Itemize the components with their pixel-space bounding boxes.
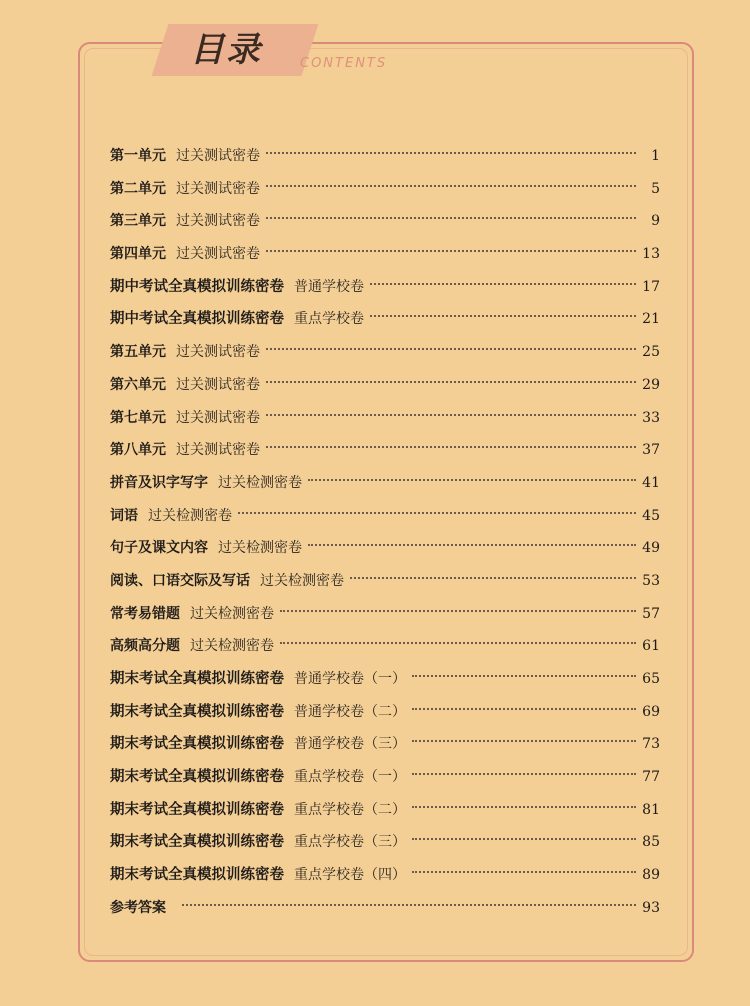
- toc-page-number: 69: [642, 703, 660, 720]
- toc-entry[interactable]: [110, 761, 660, 794]
- toc-entry-title: 参考答案: [110, 899, 166, 916]
- toc-entry-title: 句子及课文内容: [110, 540, 208, 557]
- toc-entry[interactable]: [110, 630, 660, 663]
- toc-page-number: 85: [642, 834, 660, 851]
- toc-entry-subtitle: 过关测试密卷: [176, 213, 260, 230]
- toc-entry-subtitle: 重点学校卷（一）: [294, 769, 406, 786]
- toc-entry-subtitle: 过关测试密卷: [176, 344, 260, 361]
- toc-entry-title: 期末考试全真模拟训练密卷: [110, 670, 284, 687]
- toc-entry[interactable]: [110, 434, 660, 467]
- toc-entry[interactable]: [110, 402, 660, 435]
- toc-page-number: 77: [642, 769, 660, 786]
- toc-entry-title: 期末考试全真模拟训练密卷: [110, 768, 284, 786]
- toc-page-number: 65: [642, 671, 660, 687]
- toc-entry-title: 期末考试全真模拟训练密卷: [110, 833, 284, 851]
- toc-entry-subtitle: 过关测试密卷: [176, 148, 260, 164]
- toc-dot-leader: [412, 708, 636, 710]
- toc-entry[interactable]: [110, 892, 660, 925]
- toc-dot-leader: [238, 512, 636, 514]
- toc-dot-leader: [412, 871, 636, 873]
- toc-page-number: 29: [642, 376, 660, 393]
- toc-entry[interactable]: [110, 500, 660, 533]
- toc-dot-leader: [266, 414, 636, 416]
- toc-entry-title: 拼音及识字写字: [110, 474, 208, 491]
- toc-entry-subtitle: 普通学校卷: [294, 278, 364, 295]
- toc-dot-leader: [266, 250, 636, 252]
- toc-page-number: 89: [642, 867, 660, 884]
- toc-entry-subtitle: 过关测试密卷: [176, 376, 260, 393]
- toc-page-number: 17: [642, 278, 660, 295]
- toc-entry-title: 期末考试全真模拟训练密卷: [110, 866, 284, 884]
- toc-page-number: 21: [642, 311, 660, 328]
- toc-entry[interactable]: [110, 140, 660, 173]
- toc-page-number: 25: [642, 344, 660, 361]
- toc-entry-subtitle: 过关检测密卷: [218, 474, 302, 491]
- toc-entry[interactable]: [110, 532, 660, 565]
- toc-entry-title: 第三单元: [110, 213, 166, 230]
- toc-entry-subtitle: 普通学校卷（二）: [294, 703, 406, 720]
- toc-page-number: 49: [642, 540, 660, 557]
- toc-entry-title: 第五单元: [110, 344, 166, 361]
- toc-page-number: 13: [642, 246, 660, 263]
- toc-page-number: 81: [642, 801, 660, 818]
- page-title: 目录: [190, 30, 262, 70]
- page-subtitle: CONTENTS: [300, 56, 388, 71]
- toc-entry-subtitle: 重点学校卷（四）: [294, 867, 406, 884]
- toc-dot-leader: [412, 773, 636, 775]
- toc-entry-subtitle: 过关检测密卷: [218, 540, 302, 557]
- toc-page-number: 61: [642, 638, 660, 655]
- toc-entry-title: 第六单元: [110, 376, 166, 393]
- toc-page-number: 53: [642, 572, 660, 589]
- toc-entry[interactable]: [110, 794, 660, 827]
- toc-dot-leader: [280, 642, 636, 644]
- toc-entry-subtitle: 普通学校卷（一）: [294, 671, 406, 687]
- toc-entry-subtitle: 过关检测密卷: [190, 605, 274, 622]
- toc-entry-title: 第八单元: [110, 442, 166, 459]
- toc-entry-title: 第七单元: [110, 409, 166, 426]
- toc-entry[interactable]: [110, 565, 660, 598]
- toc-dot-leader: [266, 446, 636, 448]
- toc-page-number: 73: [642, 736, 660, 753]
- toc-entry-subtitle: 过关检测密卷: [190, 638, 274, 655]
- toc-entry-title: 期末考试全真模拟训练密卷: [110, 735, 284, 753]
- toc-entry-subtitle: 过关测试密卷: [176, 180, 260, 197]
- toc-entry-title: 期末考试全真模拟训练密卷: [110, 702, 284, 720]
- toc-page-number: 41: [642, 474, 660, 491]
- toc-entry[interactable]: [110, 336, 660, 369]
- toc-dot-leader: [266, 217, 636, 219]
- toc-entry-title: 常考易错题: [110, 605, 180, 622]
- toc-entry[interactable]: [110, 205, 660, 238]
- toc-dot-leader: [308, 479, 636, 481]
- toc-entry-subtitle: 过关测试密卷: [176, 246, 260, 263]
- toc-page-number: 33: [642, 409, 660, 426]
- toc-page-number: 37: [642, 442, 660, 459]
- toc-entry-subtitle: 过关检测密卷: [260, 572, 344, 589]
- table-of-contents: [110, 140, 660, 925]
- toc-dot-leader: [182, 904, 636, 906]
- toc-dot-leader: [370, 315, 636, 317]
- toc-dot-leader: [266, 348, 636, 350]
- toc-entry-subtitle: 过关测试密卷: [176, 442, 260, 459]
- toc-entry-title: 期中考试全真模拟训练密卷: [110, 310, 284, 328]
- toc-dot-leader: [266, 185, 636, 187]
- toc-dot-leader: [266, 381, 636, 383]
- toc-entry-subtitle: 重点学校卷（三）: [294, 834, 406, 851]
- toc-entry-title: 阅读、口语交际及写话: [110, 572, 250, 589]
- toc-entry[interactable]: [110, 271, 660, 304]
- toc-entry-title: 期末考试全真模拟训练密卷: [110, 800, 284, 818]
- toc-entry-subtitle: 过关检测密卷: [148, 507, 232, 524]
- toc-page-number: 45: [642, 507, 660, 524]
- toc-dot-leader: [370, 283, 636, 285]
- toc-entry[interactable]: [110, 467, 660, 500]
- toc-entry-title: 第四单元: [110, 246, 166, 263]
- toc-entry-title: 期中考试全真模拟训练密卷: [110, 277, 284, 295]
- toc-page-number: 9: [651, 213, 660, 230]
- toc-dot-leader: [412, 838, 636, 840]
- toc-page-number: 57: [642, 605, 660, 622]
- toc-dot-leader: [412, 806, 636, 808]
- toc-page-number: 1: [651, 148, 660, 164]
- toc-entry[interactable]: [110, 663, 660, 696]
- toc-entry[interactable]: [110, 728, 660, 761]
- toc-page-number: 93: [642, 899, 660, 916]
- toc-entry[interactable]: [110, 173, 660, 206]
- toc-entry-title: 第二单元: [110, 180, 166, 197]
- toc-entry-subtitle: 重点学校卷（二）: [294, 801, 406, 818]
- toc-page-number: 5: [651, 180, 660, 197]
- toc-entry[interactable]: [110, 859, 660, 892]
- toc-entry[interactable]: [110, 696, 660, 729]
- toc-entry[interactable]: [110, 303, 660, 336]
- toc-entry-subtitle: 重点学校卷: [294, 311, 364, 328]
- toc-entry-subtitle: 普通学校卷（三）: [294, 736, 406, 753]
- toc-dot-leader: [412, 740, 636, 742]
- toc-entry[interactable]: [110, 238, 660, 271]
- toc-entry[interactable]: [110, 826, 660, 859]
- toc-entry-title: 高频高分题: [110, 638, 180, 655]
- toc-dot-leader: [280, 610, 636, 612]
- toc-dot-leader: [412, 675, 636, 677]
- toc-entry[interactable]: [110, 598, 660, 631]
- toc-entry[interactable]: [110, 369, 660, 402]
- toc-dot-leader: [350, 577, 636, 579]
- toc-entry-title: 第一单元: [110, 148, 166, 164]
- toc-dot-leader: [308, 544, 636, 546]
- toc-entry-subtitle: 过关测试密卷: [176, 409, 260, 426]
- toc-dot-leader: [266, 152, 636, 154]
- toc-entry-title: 词语: [110, 507, 138, 524]
